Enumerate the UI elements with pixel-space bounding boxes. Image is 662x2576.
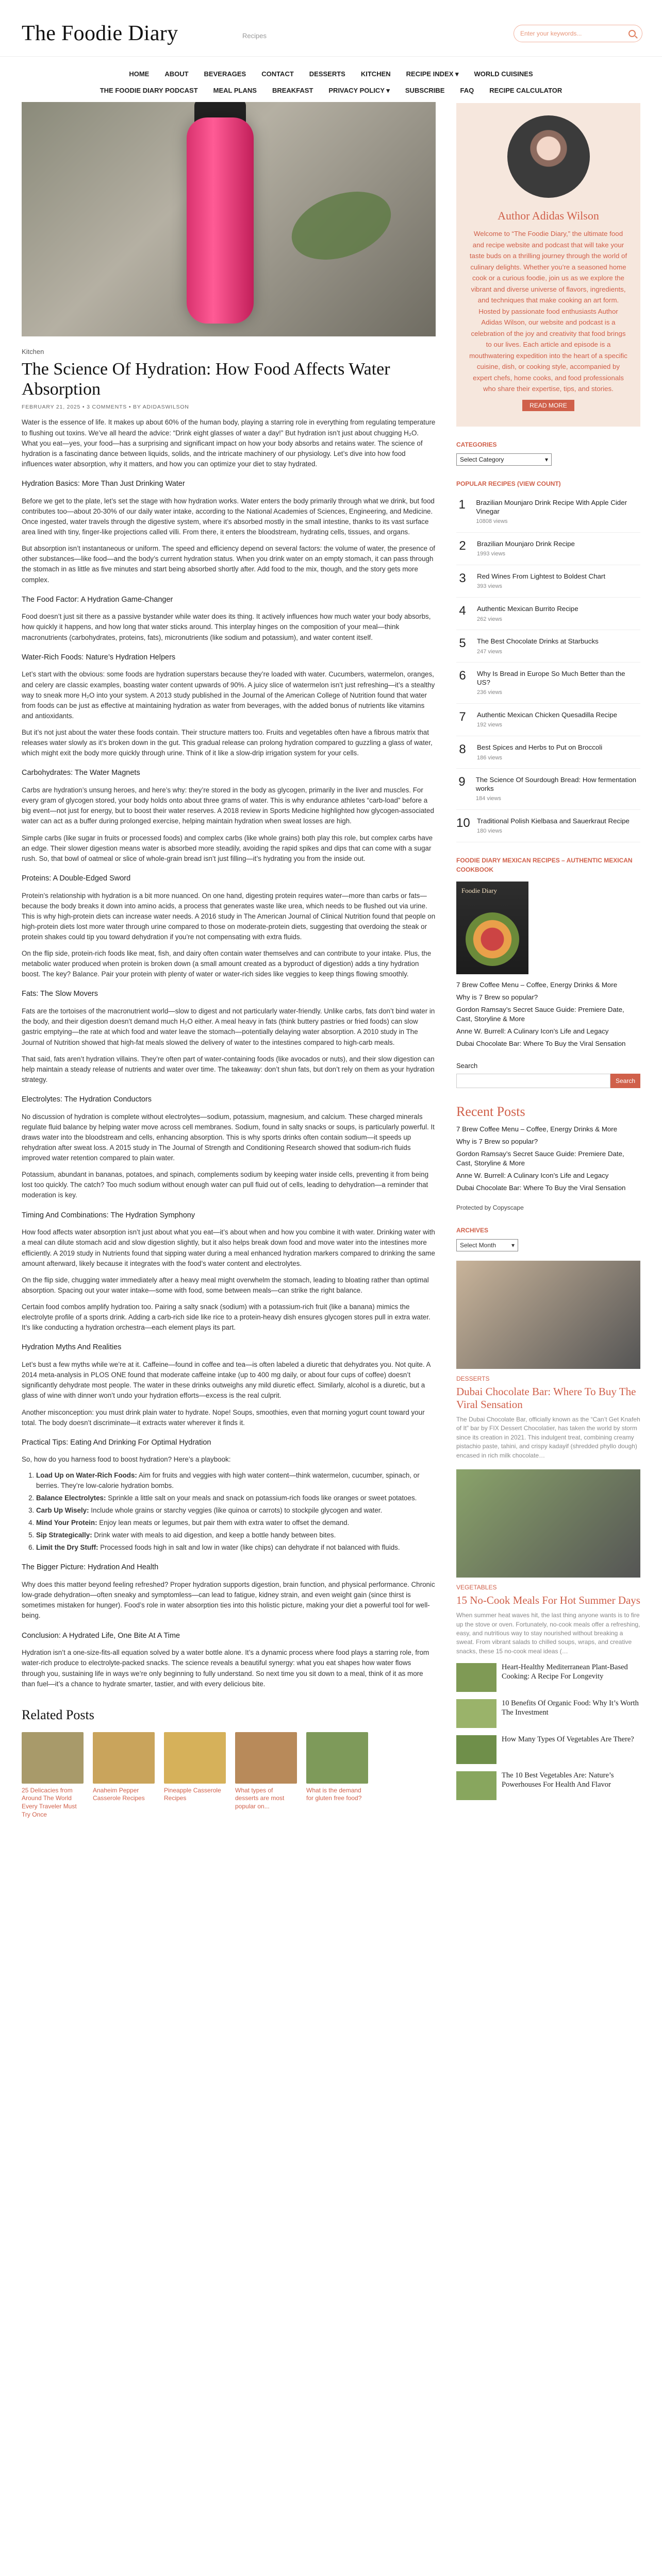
popular-text	[477, 637, 599, 656]
related-post-thumbnail[interactable]	[22, 1732, 84, 1784]
article-paragraph: Fats are the tortoises of the macronutrient world—slow to digest and not particularly water-friendly. Unlike carbs, fats don’t bind water in the body, and their digestion doesn’t demand much H₂O either. A meal heavy in fats (think buttery pastries or fried foods) can slow gastric emptying—the rate at which food and water leave the stomach—potentially delaying water absorption. A 2010 study in The Journal of Nutrition showed that high-fat meals slowed the delivery of water to the intestines compared to high-carb meals.	[22, 1007, 435, 1046]
nav-item[interactable]: PRIVACY POLICY ▾	[328, 87, 390, 95]
popular-views: 393 views	[477, 583, 502, 590]
popular-item[interactable]	[456, 598, 640, 630]
nav-item[interactable]: WORLD CUISINES	[474, 70, 533, 78]
popular-title[interactable]: Authentic Mexican Burrito Recipe	[477, 604, 578, 613]
tips-list-item	[36, 1470, 436, 1491]
popular-text	[477, 572, 605, 591]
nav-item[interactable]: BEVERAGES	[204, 70, 246, 78]
article-paragraph: But it’s not just about the water these foods contain. Their structure matters too. Fruits and vegetables often have a fibrous matrix that releases water slowly as it’s broken down in the gut. This gradual release can prolong hydration compared to guzzling a glass of water, which might exit the body more quickly through urine. Think of it like a slow-drip irrigation system for your cells.	[22, 728, 433, 757]
mini-post-thumbnail[interactable]	[456, 1735, 496, 1764]
article-paragraph: Certain food combos amplify hydration too. Pairing a salty snack (sodium) with a potassium-rich fruit (like a banana) mimics the electrolyte profile of a sports drink. Adding a carb-rich side like rice to a protein-heavy dish ensures glycogen stores pull in extra water. It’s like conducting a hydration orchestra—each element plays its part.	[22, 1303, 431, 1332]
popular-rank: 8	[459, 742, 466, 756]
mini-post[interactable]	[456, 1663, 640, 1692]
popular-title[interactable]: Traditional Polish Kielbasa and Sauerkraut Recipe	[477, 817, 630, 825]
tip-text: Aim for fruits and veggies with high water content—think watermelon, cucumber, spinach, or berries. They’re low-calorie hydration bombs.	[36, 1471, 420, 1489]
popular-views: 180 views	[477, 828, 502, 835]
tip-label: Limit the Dry Stuff:	[36, 1544, 98, 1552]
mini-post-title[interactable]: The 10 Best Vegetables Are: Nature’s Powerhouses For Health And Flavor	[502, 1771, 614, 1789]
tips-list-item	[36, 1493, 436, 1503]
featured-post-title[interactable]: Dubai Chocolate Bar: Where To Buy The Viral Sensation	[456, 1385, 636, 1411]
featured-post-excerpt: The Dubai Chocolate Bar, officially known as the “Can’t Get Knafeh of It” bar by FIX Dessert Chocolatier, has taken the world by storm since its creation in 2021. This indulgent treat, combining creamy pistachio paste, tahini, and crispy kadayif (shredded phyllo dough) encased in rich milk chocolate…	[456, 1416, 640, 1459]
featured-post[interactable]	[456, 1261, 640, 1460]
tips-list-item	[36, 1530, 436, 1540]
popular-title[interactable]: Authentic Mexican Chicken Quesadilla Recipe	[477, 710, 617, 719]
tip-text: Enjoy lean meats or legumes, but pair them with extra water to offset the demand.	[97, 1519, 350, 1527]
popular-title[interactable]: Red Wines From Lightest to Boldest Chart	[477, 572, 606, 580]
article-paragraph: No discussion of hydration is complete without electrolytes—sodium, potassium, magnesium, and calcium. These charged minerals regulate fluid balance by helping water move across cell membranes. Sodium, found in salty snacks or soups, is particularly powerful. It draws water into the bloodstream and cells, enhancing absorption. This is why sports drinks often contain sodium—it speeds up rehydration after sweat loss. A 2015 study in The Journal of Strength and Conditioning Research showed that sodium-rich fluids improved water retention compared to plain water.	[22, 1112, 435, 1162]
related-post-title[interactable]: What is the demand for gluten free food?	[306, 1786, 362, 1802]
article-paragraph: So, how do you harness food to boost hydration? Here’s a playbook:	[22, 1455, 231, 1464]
popular-views: 1993 views	[477, 551, 506, 557]
sidebar-links	[456, 980, 640, 1048]
popular-views: 262 views	[477, 616, 502, 622]
author-name: Author Adidas Wilson	[498, 209, 599, 222]
mini-posts	[456, 1663, 640, 1800]
featured-post-title[interactable]: 15 No-Cook Meals For Hot Summer Days	[456, 1594, 640, 1606]
cookbook-heading[interactable]: FOODIE DIARY MEXICAN RECIPES – AUTHENTIC MEXICAN COOKBOOK	[456, 856, 633, 873]
popular-title[interactable]: The Best Chocolate Drinks at Starbucks	[477, 637, 599, 646]
hero-image	[22, 102, 436, 336]
featured-posts	[456, 1261, 640, 1656]
popular-rank: 2	[459, 538, 466, 553]
tip-text: Drink water with meals to aid digestion, and keep a bottle handy between bites.	[92, 1531, 336, 1539]
popular-text	[477, 670, 640, 697]
section-heading: Water-Rich Foods: Nature’s Hydration Helpers	[22, 653, 176, 662]
sidebar	[456, 99, 640, 1819]
author-panel	[456, 103, 640, 427]
mini-post-title[interactable]: How Many Types Of Vegetables Are There?	[502, 1735, 634, 1744]
related-post-thumbnail[interactable]	[164, 1732, 226, 1784]
related-post-thumbnail[interactable]	[235, 1732, 297, 1784]
popular-rank: 1	[458, 497, 466, 512]
popular-views: 192 views	[477, 722, 502, 728]
popular-item[interactable]	[456, 565, 640, 598]
related-list	[22, 1732, 436, 1819]
related-post[interactable]	[306, 1732, 368, 1819]
plant-leaf	[283, 179, 401, 272]
popular-rank: 5	[459, 636, 466, 651]
popular-views: 236 views	[477, 689, 502, 696]
tip-label: Load Up on Water-Rich Foods:	[36, 1471, 137, 1479]
popular-item[interactable]	[456, 533, 640, 565]
nav-item[interactable]: RECIPE CALCULATOR	[489, 87, 562, 95]
article-paragraph: Protein’s relationship with hydration is a bit more nuanced. On one hand, digesting protein requires water—more than carbs or fats—because the body breaks it down into amino acids, a process that generates waste like urea, which needs to be flushed out via urine. This is why high-protein diets can increase water needs. A 2016 study in The American Journal of Clinical Nutrition found that people on high-protein diets lost more water through urine compared to those on moderate-protein diets, suggesting that overdoing the steak or protein shakes could tip you toward dehydration if you’re not compensating with extra fluids.	[22, 891, 436, 941]
popular-title[interactable]: Why Is Bread in Europe So Much Better than the US?	[477, 670, 625, 686]
popular-item[interactable]	[456, 630, 640, 663]
tips-list-item	[36, 1543, 436, 1553]
article-paragraph: Food doesn’t just sit there as a passive bystander while water does its thing. It actively influences how much water your body absorbs, how quickly it happens, and how long that water sticks around. This interplay hinges on the composition of your meal—think macronutrients (carbohydrates, proteins, fats), micronutrients (like sodium and potassium), and water content itself.	[22, 613, 431, 641]
article-title: The Science Of Hydration: How Food Affects Water Absorption	[22, 359, 390, 399]
cookbook-cover-title: Foodie Diary	[461, 886, 497, 894]
author-avatar	[507, 115, 590, 198]
nav-item[interactable]: SUBSCRIBE	[405, 87, 445, 95]
mini-post[interactable]	[456, 1735, 640, 1764]
article-paragraph: Before we get to the plate, let’s set the stage with how hydration works. Water enters the body primarily through what we drink, but food contributes too—about 20-30% of our daily water intake, according to the National Academies of Sciences, Engineering, and Medicine. Once ingested, water travels through the digestive system, where it’s absorbed mostly in the small intestine, thanks to its vast surface area lined with tiny, finger-like projections called villi. From there, it enters the bloodstream, hydrating cells, tissues, and organs.	[22, 497, 435, 536]
article-paragraph: Carbs are hydration’s unsung heroes, and here’s why: they’re stored in the body as glycogen, primarily in the liver and muscles. For every gram of glycogen stored, your body holds onto about three grams of water. This is why endurance athletes “carb-load” before a big event—not just for energy, but to boost their water reserves. A 2018 review in Sports Medicine highlighted how glycogen-associated water can act as a buffer during prolonged exercise, helping maintain hydration when sweat losses are high.	[22, 786, 434, 825]
related-title: Related Posts	[22, 1707, 94, 1722]
section-heading: Practical Tips: Eating And Drinking For Optimal Hydration	[22, 1438, 211, 1447]
tip-label: Mind Your Protein:	[36, 1519, 97, 1527]
nav-item[interactable]: RECIPE INDEX ▾	[406, 70, 459, 78]
sidebar-link[interactable]: 7 Brew Coffee Menu – Coffee, Energy Drinks & More	[456, 980, 618, 989]
featured-post-image[interactable]	[456, 1469, 640, 1578]
mini-post[interactable]	[456, 1771, 640, 1800]
section-heading: Carbohydrates: The Water Magnets	[22, 769, 140, 777]
recent-post-link[interactable]: 7 Brew Coffee Menu – Coffee, Energy Drinks & More	[456, 1125, 618, 1133]
nav-item[interactable]: ABOUT	[164, 70, 189, 78]
popular-views: 186 views	[477, 754, 502, 761]
related-post[interactable]	[235, 1732, 297, 1819]
section-heading: Proteins: A Double-Edged Sword	[22, 874, 131, 883]
related-posts	[22, 1705, 436, 1819]
nav-item[interactable]: MEAL PLANS	[213, 87, 257, 95]
popular-views: 184 views	[475, 795, 501, 802]
article-category[interactable]: Kitchen	[22, 348, 44, 355]
article-paragraph: Let’s start with the obvious: some foods are hydration superstars because they’re loaded with water. Cucumbers, watermelon, oranges, and celery are classic examples, boasting water content upwards of 90%. A juicy slice of watermelon isn’t just refreshing—it’s a stealthy way to sneak more H₂O into your system. A 2013 study published in the Journal of the American College of Nutrition found that water from foods can be just as effective at maintaining hydration as water from beverages, with the added bonus of nutrients like vitamins and antioxidants.	[22, 670, 435, 720]
mini-post-title[interactable]: Heart-Healthy Mediterranean Plant-Based Cooking: A Recipe For Longevity	[502, 1663, 628, 1681]
article-paragraph: Simple carbs (like sugar in fruits or processed foods) and complex carbs (like whole grains) both play this role, but complex carbs have an edge. Their slower digestion means water is absorbed more steadily, avoiding the rapid spikes and dips that can come with a sugar rush. So, that bowl of oatmeal or slice of whole-grain bread isn’t just filling—it’s hydrating you from the inside out.	[22, 834, 433, 862]
article-meta: FEBRUARY 21, 2025 • 3 COMMENTS • BY ADIDASWILSON	[22, 403, 189, 410]
sidebar-link[interactable]: Anne W. Burrell: A Culinary Icon’s Life and Legacy	[456, 1027, 609, 1035]
site-header	[0, 0, 662, 57]
popular-item[interactable]	[456, 704, 640, 736]
nav-item[interactable]: KITCHEN	[360, 70, 391, 78]
water-bottle-image	[187, 117, 254, 324]
tip-label: Sip Strategically:	[36, 1531, 92, 1539]
popular-rank: 3	[459, 571, 466, 585]
nav-item[interactable]: THE FOODIE DIARY PODCAST	[100, 87, 198, 95]
popular-title[interactable]: Brazilian Mounjaro Drink Recipe With Apple Cider Vinegar	[476, 498, 627, 515]
section-heading: Electrolytes: The Hydration Conductors	[22, 1095, 152, 1104]
article-paragraph: On the flip side, protein-rich foods like meat, fish, and dairy often contain water themselves and can contribute to your intake. Plus, the metabolic water produced when protein is broken down (a small amount created as a byproduct of digestion) adds a tiny hydration boost. The key? Balance. Pair your protein with plenty of water or water-rich sides like veggies to keep things flowing smoothly.	[22, 950, 432, 978]
article-body	[22, 417, 436, 1689]
popular-rank: 10	[456, 816, 470, 830]
section-heading: Hydration Myths And Realities	[22, 1343, 122, 1352]
article-paragraph: But absorption isn’t instantaneous or uniform. The speed and efficiency depend on several factors: the volume of water, the presence of other substances—like food—and the body’s current hydration status. When you drink water on an empty stomach, it can pass through the stomach in as little as five minutes and start being absorbed shortly after. Add food to the mix, though, and the story gets more complex.	[22, 545, 435, 584]
mini-post[interactable]	[456, 1699, 640, 1728]
sidebar-link[interactable]: Dubai Chocolate Bar: Where To Buy the Viral Sensation	[456, 1039, 626, 1047]
nav-item[interactable]: CONTACT	[261, 70, 294, 78]
popular-text	[476, 499, 640, 526]
nav-row-secondary	[0, 82, 662, 99]
archives-heading: ARCHIVES	[456, 1226, 489, 1234]
popular-title[interactable]: Best Spices and Herbs to Put on Broccoli	[477, 743, 603, 751]
section-heading: Timing And Combinations: The Hydration Symphony	[22, 1211, 195, 1219]
recent-posts-list	[456, 1125, 640, 1193]
site-brand[interactable]: The Foodie Diary	[22, 22, 178, 45]
mini-post-thumbnail[interactable]	[456, 1699, 496, 1728]
mini-post-thumbnail[interactable]	[456, 1663, 496, 1692]
featured-post-category[interactable]: DESSERTS	[456, 1375, 490, 1382]
recent-post-link[interactable]: Why is 7 Brew so popular?	[456, 1137, 538, 1145]
tip-text: Processed foods high in salt and low in water (like chips) can dehydrate if not balanced with fluids.	[98, 1544, 400, 1552]
nav-item[interactable]: BREAKFAST	[272, 87, 313, 95]
sidebar-link[interactable]: Why is 7 Brew so popular?	[456, 993, 538, 1001]
article-paragraph: Another misconception: you must drink plain water to hydrate. Nope! Soups, smoothies, even that morning yogurt count toward your total. The body doesn’t discriminate—it extracts water wherever it finds it.	[22, 1408, 425, 1427]
related-post-thumbnail[interactable]	[93, 1732, 155, 1784]
section-heading: The Bigger Picture: Hydration And Health	[22, 1563, 159, 1572]
related-post[interactable]	[93, 1732, 155, 1819]
sidebar-link[interactable]: Gordon Ramsay’s Secret Sauce Guide: Premiere Date, Cast, Storyline & More	[456, 1005, 624, 1023]
popular-text	[476, 776, 640, 803]
popular-text	[477, 605, 578, 623]
author-bio: Welcome to “The Foodie Diary,” the ultimate food and recipe website and podcast that will take your taste buds on a thrilling journey through the world of culinary delights. Whether you’re a seasoned home cook or a curious foodie, join us as we explore the vibrant and diverse universe of flavors, ingredients, and techniques that make cooking an art form. Hosted by passionate food enthusiasts Author Adidas Wilson, our website and podcast is a celebration of the joy and creativity that food brings to our lives. Each article and episode is a mouthwatering expedition into the heart of a specific cuisine, dish, or cooking style, accompanied by expert chefs, home cooks, and food professionals who share their expertise, tips, and stories.	[469, 230, 627, 393]
sidebar-search	[456, 1074, 640, 1088]
recent-post-link[interactable]: Gordon Ramsay’s Secret Sauce Guide: Premiere Date, Cast, Storyline & More	[456, 1149, 624, 1167]
popular-heading[interactable]: POPULAR RECIPES (VIEW COUNT)	[456, 480, 561, 487]
archives-select-value: Select Month	[460, 1241, 496, 1249]
related-post-title[interactable]: Anaheim Pepper Casserole Recipes	[93, 1786, 145, 1802]
header-search	[514, 25, 642, 42]
section-heading: The Food Factor: A Hydration Game-Changer	[22, 595, 173, 604]
article-column	[22, 99, 436, 1819]
read-more-button[interactable]: READ MORE	[522, 400, 574, 411]
popular-rank: 7	[459, 709, 466, 724]
recent-post-link[interactable]: Anne W. Burrell: A Culinary Icon’s Life and Legacy	[456, 1171, 609, 1179]
archives-select[interactable]	[456, 1239, 518, 1251]
main-nav	[0, 57, 662, 99]
article-paragraph: Hydration isn’t a one-size-fits-all equation solved by a water bottle alone. It’s a dynamic process where food plays a starring role, from water-rich produce to electrolyte-packed snacks. The science reveals a beautiful synergy: what you eat shapes how water flows through you, sustaining life in ways we’re only beginning to fully understand. So next time you sit down to a meal, think of it as more than fuel—it’s a chance to hydrate smarter, tastier, and with every delicious bite.	[22, 1649, 429, 1688]
recent-post-link[interactable]: Dubai Chocolate Bar: Where To Buy the Viral Sensation	[456, 1183, 626, 1192]
article-paragraph: That said, fats aren’t hydration villains. They’re often part of water-containing foods (like avocados or nuts), and their slow digestion can help maintain a steady release of nutrients and water over time. The takeaway: don’t shun fats, but don’t rely on them as your hydration strategy.	[22, 1055, 435, 1083]
related-post-title[interactable]: 25 Delicacies from Around The World Every Traveler Must Try Once	[22, 1786, 77, 1818]
article-paragraph: Water is the essence of life. It makes up about 60% of the human body, playing a starring role in everything from regulating temperature to flushing out toxins. We’ve all heard the advice: “Drink eight glasses of water a day!” But hydration isn’t just about chugging H₂O. What you eat—yes, your food—has a surprising and significant impact on how your body absorbs and retains water. The science of hydration is a fascinating dance between liquids, solids, and the intricate machinery of our physiology. Let’s dive into how food influences water absorption, why it matters, and how you can optimize your diet to stay hydrated.	[22, 418, 436, 468]
related-post[interactable]	[164, 1732, 226, 1819]
related-post-title[interactable]: What types of desserts are most popular on...	[235, 1786, 285, 1810]
popular-rank: 9	[458, 775, 466, 789]
popular-title[interactable]: Brazilian Mounjaro Drink Recipe	[477, 539, 575, 548]
sidebar-search-button[interactable]: Search	[610, 1074, 640, 1088]
categories-select[interactable]	[456, 453, 552, 466]
chevron-down-icon: ▾	[511, 1241, 515, 1249]
header-search-input[interactable]	[520, 30, 628, 37]
chevron-down-icon: ▾	[544, 455, 548, 463]
popular-item[interactable]	[456, 736, 640, 769]
tip-label: Carb Up Wisely:	[36, 1506, 89, 1514]
search-icon[interactable]	[628, 30, 636, 37]
categories-heading: CATEGORIES	[456, 440, 497, 448]
featured-post-category[interactable]: VEGETABLES	[456, 1583, 497, 1591]
popular-views: 10808 views	[476, 518, 508, 525]
mini-post-thumbnail[interactable]	[456, 1771, 496, 1800]
article-paragraph: Why does this matter beyond feeling refreshed? Proper hydration supports digestion, brain function, and physical performance. Chronic low-grade dehydration—often sneaky and symptomless—can lead to fatigue, kidney strain, and even weight gain (since thirst is sometimes mistaken for hunger). Food’s role in water absorption ties into this holistic picture, making your diet a powerful tool for well-being.	[22, 1581, 435, 1620]
copyscape-badge[interactable]: Protected by Copyscape	[456, 1204, 524, 1211]
popular-rank: 6	[459, 669, 466, 683]
nav-item[interactable]: FAQ	[460, 87, 474, 95]
site-tagline: Recipes	[242, 32, 267, 40]
nav-item[interactable]: HOME	[129, 70, 150, 78]
popular-rank: 4	[459, 603, 466, 618]
popular-text	[477, 540, 575, 558]
tips-list	[36, 1470, 436, 1553]
section-heading: Conclusion: A Hydrated Life, One Bite At A Time	[22, 1631, 180, 1640]
tip-text: Include whole grains or starchy veggies (like quinoa or carrots) to stockpile glycogen and water.	[89, 1506, 383, 1514]
tips-list-item	[36, 1505, 436, 1516]
section-heading: Hydration Basics: More Than Just Drinking Water	[22, 479, 185, 488]
tip-text: Sprinkle a little salt on your meals and snack on potassium-rich foods like oranges or sweet potatoes.	[106, 1494, 417, 1502]
featured-post-excerpt: When summer heat waves hit, the last thing anyone wants is to fire up the stove or oven. Fortunately, no-cook meals offer a refreshing, easy, and nutritious way to stay nourished without breaking a sweat. From vibrant salads to chilled soups, wraps, and creative snacks, these 15 no-cook meal ideas (…	[456, 1612, 640, 1655]
search-label: Search	[456, 1061, 478, 1070]
popular-text	[477, 711, 617, 730]
popular-item[interactable]	[456, 663, 640, 704]
cookbook-food-image	[466, 912, 519, 966]
tips-list-item	[36, 1518, 436, 1528]
tip-label: Balance Electrolytes:	[36, 1494, 106, 1502]
popular-views: 247 views	[477, 648, 502, 655]
categories-select-value: Select Category	[460, 455, 504, 463]
mini-post-title[interactable]: 10 Benefits Of Organic Food: Why It’s Worth The Investment	[502, 1699, 639, 1717]
related-post[interactable]	[22, 1732, 84, 1819]
popular-text	[477, 743, 602, 762]
popular-text	[477, 817, 630, 836]
nav-row-primary	[0, 66, 662, 82]
article-paragraph: On the flip side, chugging water immediately after a heavy meal might overwhelm the stomach, leading to bloating rather than optimal absorption. Spacing out your water intake—some with food, some between meals—can strike the right balance.	[22, 1276, 429, 1294]
recent-posts-title: Recent Posts	[456, 1104, 525, 1120]
sidebar-search-input[interactable]	[456, 1074, 610, 1088]
cookbook-cover[interactable]	[456, 882, 528, 974]
popular-title[interactable]: The Science Of Sourdough Bread: How fermentation works	[475, 776, 637, 792]
related-post-thumbnail[interactable]	[306, 1732, 368, 1784]
article-paragraph: Potassium, abundant in bananas, potatoes, and spinach, complements sodium by keeping water inside cells, preventing it from being lost too quickly. The catch? Too much sodium without enough water can pull fluid out of cells, leading to dehydration—a reminder that moderation is key.	[22, 1171, 429, 1199]
section-heading: Fats: The Slow Movers	[22, 990, 98, 998]
popular-item[interactable]	[456, 492, 640, 533]
article-paragraph: Let’s bust a few myths while we’re at it. Caffeine—found in coffee and tea—is often labeled a diuretic that dehydrates you. Not quite. A 2014 meta-analysis in PLOS ONE found that moderate caffeine intake (up to 400 mg daily, or about four cups of coffee) doesn’t significantly dehydrate most people. The water in these drinks outweighs any mild diuretic effect. Similarly, alcohol is a diuretic, but a glass of wine with dinner won’t undo your hydration efforts—excess is the real culprit.	[22, 1361, 431, 1400]
nav-item[interactable]: DESSERTS	[309, 70, 345, 78]
featured-post[interactable]	[456, 1469, 640, 1656]
popular-item[interactable]	[456, 810, 640, 842]
related-post-title[interactable]: Pineapple Casserole Recipes	[164, 1786, 221, 1802]
popular-list	[456, 492, 640, 842]
featured-post-image[interactable]	[456, 1261, 640, 1369]
article-paragraph: How food affects water absorption isn’t just about what you eat—it’s about when and how you combine it with water. Drinking water with a meal can dilute stomach acid and slow digestion slightly, but it also helps break down food and move water into the intestines more efficiently. A 2019 study in Nutrients found that sipping water during a meal enhanced hydration markers compared to drinking the same amount afterward, likely because it integrates with the food’s water content and electrolytes.	[22, 1228, 435, 1267]
popular-item[interactable]	[456, 769, 640, 810]
